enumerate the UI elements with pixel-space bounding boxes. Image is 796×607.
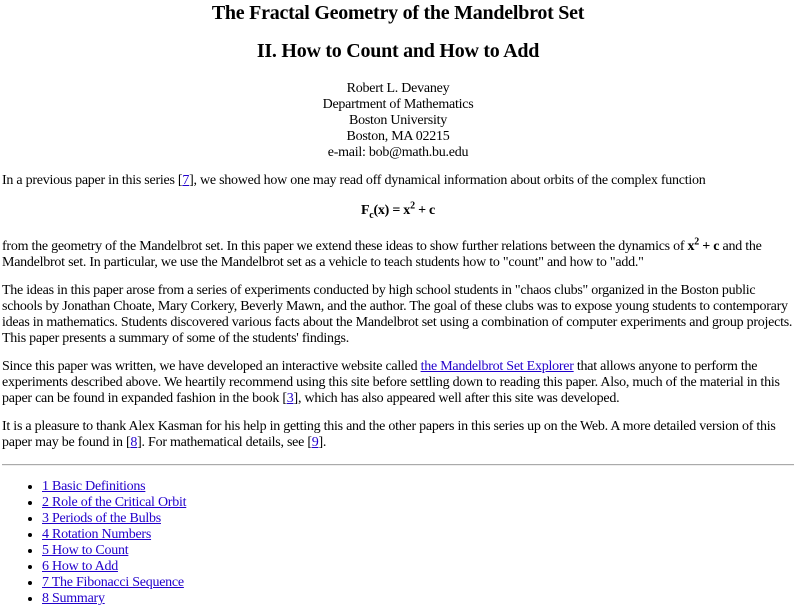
- ref-link-8[interactable]: 8: [130, 435, 138, 450]
- text: (x) = x: [373, 203, 411, 218]
- text: Since this paper was written, we have developed an interactive website called: [2, 359, 421, 374]
- ref-link-9[interactable]: 9: [311, 435, 319, 450]
- text: + c: [699, 239, 720, 254]
- text: that allows anyone to perform the experiments described above. We heartily recommend using this site before settling down to reading this paper. Also, much of the material in this paper can be found in expanded fashion in the book [: [2, 359, 780, 406]
- toc-link-basic-definitions[interactable]: 1 Basic Definitions: [42, 479, 146, 494]
- author-city: Boston, MA 02215: [346, 129, 450, 144]
- text: 2: [410, 200, 415, 212]
- toc-item: [42, 559, 794, 575]
- text: ].: [318, 435, 327, 450]
- ref-link-3[interactable]: 3: [286, 391, 294, 406]
- author-block: [2, 81, 794, 161]
- paragraph-2: [2, 236, 794, 271]
- text: F: [360, 203, 370, 218]
- toc-link-how-to-add[interactable]: 6 How to Add: [42, 559, 118, 574]
- paragraph-3: The ideas in this paper arose from a series of experiments conducted by high school students in "chaos clubs" organized in the Boston public schools by Jonathan Choate, Mary Corkery, Beverly Mawn, and the author. The goal of these clubs was to expose young students to contemporary ideas in mathematics. Students discovered various facts about the Mandelbrot set using a combination of computer experiments and group projects. This paper presents a summary of some of the students' findings.: [2, 283, 793, 346]
- text: and the Mandelbrot set. In particular, we use the Mandelbrot set as a vehicle to teach students how to "count" and how to "add.": [2, 239, 762, 270]
- text: In a previous paper in this series [: [2, 173, 183, 188]
- author-email: e-mail: bob@math.bu.edu: [327, 145, 469, 160]
- paragraph-5: [2, 419, 794, 451]
- toc-item: [42, 575, 794, 591]
- toc-link-critical-orbit[interactable]: 2 Role of the Critical Orbit: [42, 495, 187, 510]
- document: [0, 1, 796, 607]
- text: ], which has also appeared well after this site was developed.: [293, 391, 620, 406]
- toc-item: [42, 591, 794, 607]
- toc-link-periods[interactable]: 3 Periods of the Bulbs: [42, 511, 161, 526]
- toc-item: [42, 511, 794, 527]
- text: x: [687, 239, 695, 254]
- toc-item: [42, 495, 794, 511]
- text: 2: [694, 236, 700, 248]
- toc-item: [42, 543, 794, 559]
- text: ]. For mathematical details, see [: [137, 435, 312, 450]
- author-dept: Department of Mathematics: [322, 97, 474, 112]
- text: from the geometry of the Mandelbrot set. In this paper we extend these ideas to show further relations between the dynamics of: [2, 239, 688, 254]
- toc-link-how-to-count[interactable]: 5 How to Count: [42, 543, 129, 558]
- ref-link-7[interactable]: 7: [182, 173, 190, 188]
- toc-link-rotation-numbers[interactable]: 4 Rotation Numbers: [42, 527, 152, 542]
- toc-link-summary[interactable]: 8 Summary: [42, 591, 105, 606]
- mandelbrot-explorer-link[interactable]: the Mandelbrot Set Explorer: [420, 359, 574, 374]
- author-name: Robert L. Devaney: [346, 81, 450, 96]
- intro-paragraph: [2, 173, 794, 189]
- text: ], we showed how one may read off dynamical information about orbits of the complex function: [189, 173, 706, 188]
- paragraph-4: [2, 359, 794, 407]
- text: + c: [414, 203, 436, 218]
- page-title: The Fractal Geometry of the Mandelbrot Set: [211, 2, 585, 24]
- divider: [2, 464, 794, 466]
- page-subtitle: II. How to Count and How to Add: [256, 40, 540, 62]
- toc-link-fibonacci[interactable]: 7 The Fibonacci Sequence: [42, 575, 184, 590]
- text: c: [369, 209, 374, 221]
- author-univ: Boston University: [348, 113, 448, 128]
- toc-item: [42, 479, 794, 495]
- toc-item: [42, 527, 794, 543]
- table-of-contents: [2, 479, 794, 607]
- text: It is a pleasure to thank Alex Kasman for his help in getting this and the other papers in this series up on the Web. A more detailed version of this paper may be found in [: [2, 419, 776, 450]
- formula: [2, 200, 794, 221]
